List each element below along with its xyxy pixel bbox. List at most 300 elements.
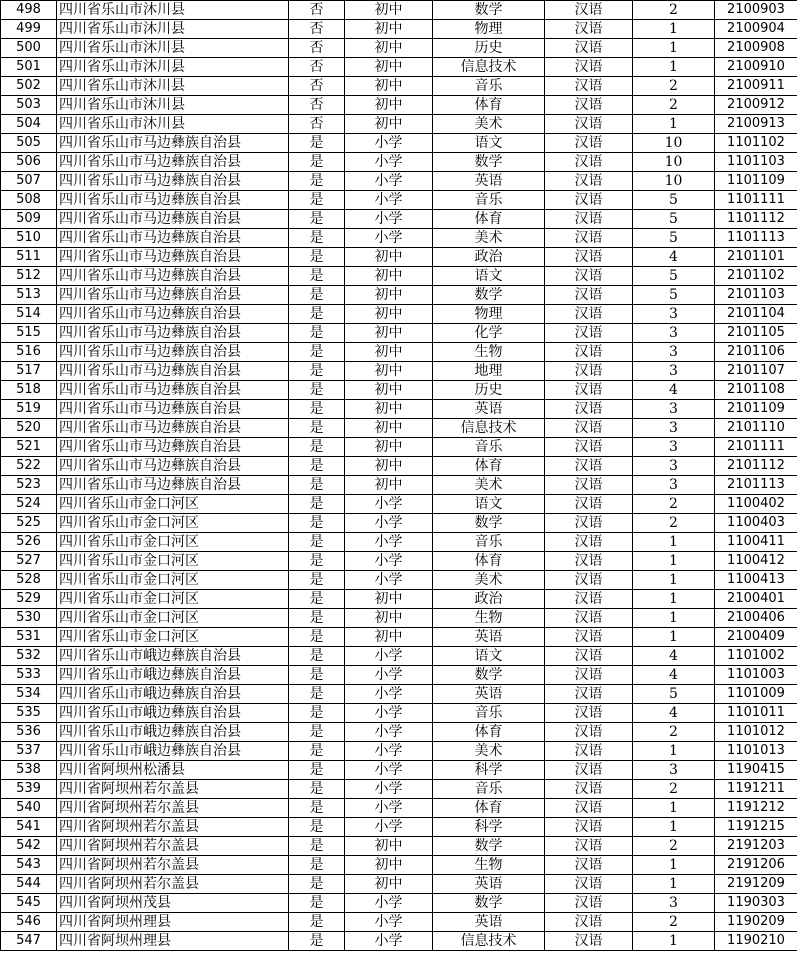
table-row: [1, 267, 797, 286]
cell-count: 3: [633, 343, 715, 362]
cell-flag: 是: [289, 267, 345, 286]
cell-region: 四川省乐山市沐川县: [57, 1, 289, 20]
cell-subject: 音乐: [433, 704, 545, 723]
cell-language: 汉语: [545, 704, 633, 723]
cell-subject: 生物: [433, 609, 545, 628]
cell-subject: 体育: [433, 210, 545, 229]
cell-region: 四川省乐山市峨边彝族自治县: [57, 742, 289, 761]
cell-region: 四川省阿坝州若尔盖县: [57, 799, 289, 818]
cell-row-number: 507: [1, 172, 57, 191]
cell-position-code: 1190210: [715, 932, 797, 951]
cell-region: 四川省乐山市马边彝族自治县: [57, 381, 289, 400]
cell-region: 四川省乐山市金口河区: [57, 628, 289, 647]
table-row: [1, 343, 797, 362]
table-row: [1, 609, 797, 628]
cell-row-number: 536: [1, 723, 57, 742]
cell-region: 四川省乐山市金口河区: [57, 590, 289, 609]
cell-row-number: 499: [1, 20, 57, 39]
cell-region: 四川省乐山市马边彝族自治县: [57, 457, 289, 476]
cell-flag: 是: [289, 704, 345, 723]
cell-school-level: 小学: [345, 647, 433, 666]
cell-language: 汉语: [545, 913, 633, 932]
cell-school-level: 初中: [345, 305, 433, 324]
cell-row-number: 510: [1, 229, 57, 248]
cell-language: 汉语: [545, 628, 633, 647]
cell-position-code: 1101011: [715, 704, 797, 723]
cell-region: 四川省乐山市峨边彝族自治县: [57, 704, 289, 723]
cell-row-number: 546: [1, 913, 57, 932]
cell-position-code: 2100910: [715, 58, 797, 77]
cell-flag: 是: [289, 210, 345, 229]
cell-subject: 体育: [433, 96, 545, 115]
cell-school-level: 小学: [345, 153, 433, 172]
cell-flag: 是: [289, 495, 345, 514]
cell-row-number: 523: [1, 476, 57, 495]
cell-subject: 英语: [433, 913, 545, 932]
cell-language: 汉语: [545, 799, 633, 818]
cell-count: 1: [633, 571, 715, 590]
cell-flag: 否: [289, 58, 345, 77]
cell-row-number: 502: [1, 77, 57, 96]
table-row: [1, 571, 797, 590]
cell-flag: 否: [289, 1, 345, 20]
cell-region: 四川省阿坝州若尔盖县: [57, 837, 289, 856]
table-row: [1, 77, 797, 96]
cell-row-number: 531: [1, 628, 57, 647]
cell-subject: 语文: [433, 647, 545, 666]
table-row: [1, 248, 797, 267]
table-row: [1, 780, 797, 799]
cell-count: 3: [633, 305, 715, 324]
table-row: [1, 419, 797, 438]
cell-count: 1: [633, 115, 715, 134]
table-row: [1, 799, 797, 818]
cell-school-level: 初中: [345, 1, 433, 20]
cell-flag: 是: [289, 343, 345, 362]
cell-flag: 是: [289, 400, 345, 419]
cell-school-level: 小学: [345, 761, 433, 780]
cell-flag: 否: [289, 115, 345, 134]
cell-position-code: 2100913: [715, 115, 797, 134]
cell-flag: 是: [289, 552, 345, 571]
cell-flag: 是: [289, 571, 345, 590]
cell-flag: 是: [289, 438, 345, 457]
cell-row-number: 522: [1, 457, 57, 476]
cell-language: 汉语: [545, 438, 633, 457]
cell-position-code: 1100403: [715, 514, 797, 533]
cell-school-level: 初中: [345, 856, 433, 875]
cell-subject: 政治: [433, 248, 545, 267]
cell-position-code: 2101109: [715, 400, 797, 419]
cell-language: 汉语: [545, 172, 633, 191]
cell-flag: 是: [289, 837, 345, 856]
table-row: [1, 514, 797, 533]
table-row: [1, 210, 797, 229]
cell-row-number: 503: [1, 96, 57, 115]
cell-school-level: 初中: [345, 628, 433, 647]
cell-school-level: 初中: [345, 115, 433, 134]
cell-school-level: 初中: [345, 457, 433, 476]
cell-language: 汉语: [545, 818, 633, 837]
cell-position-code: 2100903: [715, 1, 797, 20]
cell-flag: 是: [289, 609, 345, 628]
cell-position-code: 2100904: [715, 20, 797, 39]
cell-position-code: 2100911: [715, 77, 797, 96]
table-row: [1, 191, 797, 210]
cell-flag: 是: [289, 305, 345, 324]
cell-flag: 否: [289, 39, 345, 58]
cell-subject: 英语: [433, 685, 545, 704]
cell-count: 2: [633, 514, 715, 533]
cell-language: 汉语: [545, 210, 633, 229]
cell-language: 汉语: [545, 856, 633, 875]
cell-count: 5: [633, 267, 715, 286]
cell-school-level: 小学: [345, 818, 433, 837]
cell-row-number: 539: [1, 780, 57, 799]
cell-region: 四川省乐山市马边彝族自治县: [57, 305, 289, 324]
cell-count: 1: [633, 932, 715, 951]
cell-region: 四川省乐山市峨边彝族自治县: [57, 685, 289, 704]
cell-region: 四川省乐山市峨边彝族自治县: [57, 647, 289, 666]
cell-flag: 是: [289, 533, 345, 552]
cell-position-code: 1101111: [715, 191, 797, 210]
cell-region: 四川省乐山市马边彝族自治县: [57, 172, 289, 191]
cell-region: 四川省乐山市金口河区: [57, 552, 289, 571]
cell-row-number: 541: [1, 818, 57, 837]
cell-position-code: 1101113: [715, 229, 797, 248]
cell-school-level: 初中: [345, 267, 433, 286]
cell-subject: 英语: [433, 400, 545, 419]
cell-count: 1: [633, 590, 715, 609]
cell-position-code: 1101102: [715, 134, 797, 153]
cell-position-code: 1100411: [715, 533, 797, 552]
cell-row-number: 529: [1, 590, 57, 609]
cell-count: 5: [633, 685, 715, 704]
cell-row-number: 517: [1, 362, 57, 381]
cell-flag: 否: [289, 20, 345, 39]
cell-subject: 英语: [433, 628, 545, 647]
cell-count: 1: [633, 628, 715, 647]
cell-school-level: 初中: [345, 248, 433, 267]
cell-school-level: 初中: [345, 837, 433, 856]
cell-region: 四川省乐山市马边彝族自治县: [57, 286, 289, 305]
cell-count: 2: [633, 495, 715, 514]
cell-row-number: 520: [1, 419, 57, 438]
cell-school-level: 初中: [345, 381, 433, 400]
cell-count: 3: [633, 362, 715, 381]
table-row: [1, 666, 797, 685]
cell-region: 四川省乐山市马边彝族自治县: [57, 324, 289, 343]
cell-count: 1: [633, 20, 715, 39]
cell-language: 汉语: [545, 837, 633, 856]
cell-school-level: 小学: [345, 704, 433, 723]
cell-count: 5: [633, 210, 715, 229]
cell-language: 汉语: [545, 476, 633, 495]
cell-school-level: 初中: [345, 609, 433, 628]
cell-count: 4: [633, 248, 715, 267]
cell-school-level: 小学: [345, 191, 433, 210]
cell-language: 汉语: [545, 666, 633, 685]
table-row: [1, 742, 797, 761]
cell-count: 1: [633, 856, 715, 875]
cell-subject: 历史: [433, 39, 545, 58]
cell-flag: 是: [289, 799, 345, 818]
table-row: [1, 153, 797, 172]
cell-count: 3: [633, 457, 715, 476]
table-row: [1, 894, 797, 913]
table-row: [1, 875, 797, 894]
cell-subject: 政治: [433, 590, 545, 609]
cell-region: 四川省乐山市马边彝族自治县: [57, 362, 289, 381]
cell-position-code: 2101111: [715, 438, 797, 457]
cell-school-level: 小学: [345, 210, 433, 229]
cell-count: 1: [633, 552, 715, 571]
cell-region: 四川省乐山市马边彝族自治县: [57, 134, 289, 153]
table-row: [1, 324, 797, 343]
cell-language: 汉语: [545, 286, 633, 305]
cell-language: 汉语: [545, 932, 633, 951]
cell-region: 四川省乐山市峨边彝族自治县: [57, 666, 289, 685]
cell-subject: 体育: [433, 723, 545, 742]
cell-flag: 是: [289, 913, 345, 932]
table-row: [1, 58, 797, 77]
table-row: [1, 172, 797, 191]
cell-language: 汉语: [545, 514, 633, 533]
cell-region: 四川省乐山市金口河区: [57, 609, 289, 628]
cell-language: 汉语: [545, 267, 633, 286]
cell-school-level: 小学: [345, 913, 433, 932]
table-row: [1, 856, 797, 875]
cell-count: 1: [633, 58, 715, 77]
table-row: [1, 96, 797, 115]
table-row: [1, 457, 797, 476]
cell-language: 汉语: [545, 647, 633, 666]
cell-row-number: 505: [1, 134, 57, 153]
cell-language: 汉语: [545, 248, 633, 267]
cell-count: 10: [633, 172, 715, 191]
cell-school-level: 小学: [345, 742, 433, 761]
cell-subject: 音乐: [433, 533, 545, 552]
cell-subject: 语文: [433, 495, 545, 514]
table-row: [1, 685, 797, 704]
cell-region: 四川省乐山市金口河区: [57, 495, 289, 514]
cell-school-level: 小学: [345, 172, 433, 191]
cell-row-number: 511: [1, 248, 57, 267]
cell-count: 3: [633, 476, 715, 495]
cell-position-code: 2101113: [715, 476, 797, 495]
cell-row-number: 524: [1, 495, 57, 514]
cell-subject: 美术: [433, 742, 545, 761]
table-row: [1, 400, 797, 419]
cell-position-code: 1190415: [715, 761, 797, 780]
cell-subject: 数学: [433, 286, 545, 305]
cell-school-level: 初中: [345, 419, 433, 438]
cell-flag: 是: [289, 286, 345, 305]
cell-position-code: 2100409: [715, 628, 797, 647]
cell-school-level: 小学: [345, 552, 433, 571]
table-row: [1, 286, 797, 305]
cell-subject: 数学: [433, 666, 545, 685]
cell-language: 汉语: [545, 685, 633, 704]
cell-language: 汉语: [545, 723, 633, 742]
cell-position-code: 2101106: [715, 343, 797, 362]
cell-position-code: 1100412: [715, 552, 797, 571]
cell-school-level: 小学: [345, 495, 433, 514]
table-row: [1, 115, 797, 134]
table-row: [1, 932, 797, 951]
cell-count: 1: [633, 609, 715, 628]
cell-flag: 是: [289, 476, 345, 495]
cell-count: 2: [633, 96, 715, 115]
cell-flag: 是: [289, 514, 345, 533]
cell-subject: 生物: [433, 856, 545, 875]
cell-position-code: 2101108: [715, 381, 797, 400]
cell-flag: 是: [289, 628, 345, 647]
cell-school-level: 小学: [345, 894, 433, 913]
cell-row-number: 533: [1, 666, 57, 685]
table-row: [1, 495, 797, 514]
table-row: [1, 362, 797, 381]
cell-language: 汉语: [545, 400, 633, 419]
cell-school-level: 初中: [345, 96, 433, 115]
cell-region: 四川省乐山市马边彝族自治县: [57, 229, 289, 248]
cell-flag: 是: [289, 818, 345, 837]
cell-subject: 历史: [433, 381, 545, 400]
cell-position-code: 1191212: [715, 799, 797, 818]
cell-position-code: 1190209: [715, 913, 797, 932]
cell-flag: 是: [289, 761, 345, 780]
cell-row-number: 538: [1, 761, 57, 780]
cell-count: 4: [633, 647, 715, 666]
cell-position-code: 2100908: [715, 39, 797, 58]
cell-school-level: 小学: [345, 533, 433, 552]
cell-count: 5: [633, 229, 715, 248]
cell-subject: 物理: [433, 305, 545, 324]
cell-row-number: 526: [1, 533, 57, 552]
cell-flag: 是: [289, 172, 345, 191]
cell-language: 汉语: [545, 457, 633, 476]
cell-position-code: 2100406: [715, 609, 797, 628]
cell-position-code: 2191206: [715, 856, 797, 875]
table-row: [1, 704, 797, 723]
cell-language: 汉语: [545, 96, 633, 115]
cell-region: 四川省乐山市沐川县: [57, 115, 289, 134]
cell-position-code: 2101102: [715, 267, 797, 286]
cell-flag: 是: [289, 932, 345, 951]
cell-flag: 是: [289, 647, 345, 666]
cell-subject: 数学: [433, 837, 545, 856]
cell-count: 10: [633, 134, 715, 153]
cell-school-level: 初中: [345, 343, 433, 362]
cell-school-level: 小学: [345, 666, 433, 685]
cell-position-code: 2101110: [715, 419, 797, 438]
cell-region: 四川省阿坝州松潘县: [57, 761, 289, 780]
table-row: [1, 590, 797, 609]
cell-subject: 化学: [433, 324, 545, 343]
cell-count: 3: [633, 438, 715, 457]
cell-position-code: 2100401: [715, 590, 797, 609]
table-row: [1, 723, 797, 742]
cell-position-code: 2100912: [715, 96, 797, 115]
cell-school-level: 初中: [345, 58, 433, 77]
cell-count: 5: [633, 191, 715, 210]
cell-row-number: 501: [1, 58, 57, 77]
cell-count: 1: [633, 818, 715, 837]
cell-region: 四川省乐山市沐川县: [57, 96, 289, 115]
cell-school-level: 初中: [345, 400, 433, 419]
cell-subject: 信息技术: [433, 932, 545, 951]
cell-language: 汉语: [545, 590, 633, 609]
cell-subject: 科学: [433, 761, 545, 780]
cell-count: 4: [633, 381, 715, 400]
cell-school-level: 小学: [345, 134, 433, 153]
cell-flag: 是: [289, 381, 345, 400]
cell-subject: 美术: [433, 476, 545, 495]
cell-language: 汉语: [545, 419, 633, 438]
cell-region: 四川省乐山市马边彝族自治县: [57, 191, 289, 210]
cell-school-level: 初中: [345, 20, 433, 39]
cell-language: 汉语: [545, 780, 633, 799]
cell-subject: 数学: [433, 514, 545, 533]
cell-school-level: 小学: [345, 571, 433, 590]
cell-language: 汉语: [545, 381, 633, 400]
table-row: [1, 39, 797, 58]
cell-count: 2: [633, 780, 715, 799]
cell-language: 汉语: [545, 20, 633, 39]
table-row: [1, 381, 797, 400]
cell-flag: 是: [289, 419, 345, 438]
cell-region: 四川省乐山市沐川县: [57, 58, 289, 77]
cell-subject: 体育: [433, 552, 545, 571]
cell-row-number: 506: [1, 153, 57, 172]
cell-flag: 是: [289, 134, 345, 153]
cell-count: 2: [633, 1, 715, 20]
cell-language: 汉语: [545, 39, 633, 58]
cell-count: 10: [633, 153, 715, 172]
cell-school-level: 小学: [345, 723, 433, 742]
cell-subject: 数学: [433, 1, 545, 20]
table-row: [1, 20, 797, 39]
cell-language: 汉语: [545, 552, 633, 571]
cell-position-code: 1101103: [715, 153, 797, 172]
cell-row-number: 515: [1, 324, 57, 343]
cell-region: 四川省阿坝州若尔盖县: [57, 780, 289, 799]
cell-flag: 是: [289, 153, 345, 172]
cell-row-number: 544: [1, 875, 57, 894]
cell-row-number: 504: [1, 115, 57, 134]
cell-flag: 是: [289, 723, 345, 742]
cell-position-code: 1191211: [715, 780, 797, 799]
cell-count: 1: [633, 875, 715, 894]
cell-subject: 科学: [433, 818, 545, 837]
cell-subject: 英语: [433, 172, 545, 191]
cell-language: 汉语: [545, 761, 633, 780]
cell-count: 2: [633, 837, 715, 856]
cell-school-level: 初中: [345, 875, 433, 894]
cell-subject: 数学: [433, 894, 545, 913]
cell-subject: 体育: [433, 799, 545, 818]
cell-school-level: 小学: [345, 685, 433, 704]
cell-school-level: 初中: [345, 476, 433, 495]
cell-row-number: 537: [1, 742, 57, 761]
cell-position-code: 1101002: [715, 647, 797, 666]
cell-region: 四川省乐山市马边彝族自治县: [57, 153, 289, 172]
table-row: [1, 647, 797, 666]
cell-flag: 否: [289, 96, 345, 115]
cell-subject: 语文: [433, 134, 545, 153]
cell-school-level: 初中: [345, 77, 433, 96]
cell-row-number: 527: [1, 552, 57, 571]
